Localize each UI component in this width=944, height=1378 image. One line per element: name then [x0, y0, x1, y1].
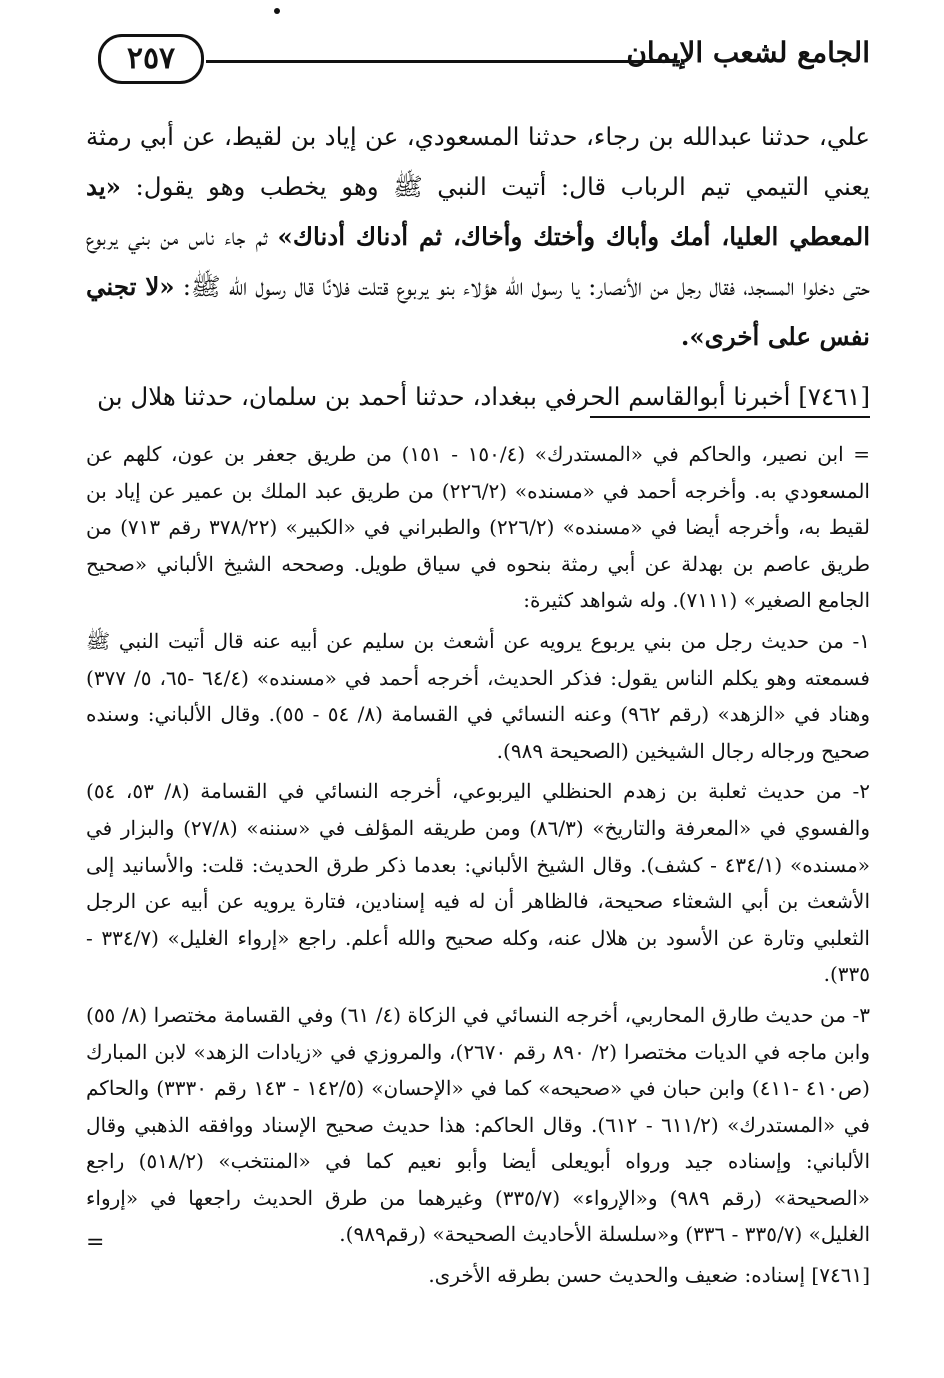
- footnote-paragraph: [٧٤٦١] إسناده: ضعيف والحديث حسن بطرقه الأخرى.: [428, 1263, 870, 1288]
- continuation-mark: =: [86, 1230, 105, 1255]
- main-text: [86, 112, 870, 422]
- text-run: ثم جاء ناس من بني يربوع حتى دخلوا المسجد، فقال رجل من الأنصار: يا رسول الله هؤلاء بنو يربوع قتلت فلانًا قال رسول الله ﷺ:: [86, 222, 870, 301]
- ink-dot: [274, 8, 280, 14]
- footnote-paragraph: ٣- من حديث طارق المحاربي، أخرجه النسائي في الزكاة (٤/ ٦١) وفي القسامة مختصرا (٨/ ٥٥) وابن ماجه في الديات مختصرا (٢/ ٨٩٠ رقم ٢٦٧٠)، والمروزي في «زيادات الزهد» لابن المبارك (ص٤١٠ -٤١١) وابن حبان في «صحيحه» كما في «الإحسان» (١٤٢/٥ - ١٤٣ رقم ٣٣٣٠) والحاكم في «المستدرك» (٦١١/٢ - ٦١٢). وقال الحاكم: هذا حديث صحيح الإسناد ووافقه الذهبي وقال الألباني: وإسناده جيد ورواه أبويعلى أيضا وأبو نعيم كما في «المنتخب» (٥١٨/٢) راجع «الصحيحة» (رقم ٩٨٩) و«الإرواء» (٣٣٥/٧) وغيرهما من طرق الحديث راجعها في «إرواء الغليل» (٣٣٥/٧ - ٣٣٦) و«سلسلة الأحاديث الصحيحة» (رقم٩٨٩).: [86, 1002, 870, 1247]
- running-title: الجامع لشعب الإيمان: [626, 36, 870, 69]
- text-run: علي، حدثنا عبدالله بن رجاء، حدثنا المسعودي، عن إياد بن لقيط، عن أبي رمثة يعني التيمي تيم الرباب قال: أتيت النبي ﷺ وهو يخطب وهو يقول:: [86, 122, 870, 201]
- footnote-paragraph: = ابن نصير، والحاكم في «المستدرك» (١٥٠/٤ - ١٥١) من طريق جعفر بن عون، كلهم عن المسعودي به. وأخرجه أحمد في «مسنده» (٢٢٦/٢) من طريق عبد الملك بن عمير عن إياد بن لقيط به، وأخرجه أيضا في «مسنده» (٢٢٦/٢) والطبراني في «الكبير» (٣٧٨/٢٢ رقم ٧١٣) من طريق عاصم بن بهدلة عن أبي رمثة بنحوه في سياق طويل. وصححه الشيخ الألباني «صحيح الجامع الصغير» (٧١١١). وله شواهد كثيرة:: [86, 442, 870, 613]
- footnotes: [86, 436, 870, 1294]
- header-rule: [206, 60, 680, 63]
- main-paragraph: [86, 112, 870, 362]
- page-header: [80, 30, 870, 92]
- footnote-paragraph: ١- من حديث رجل من بني يربوع يرويه عن أشعث بن سليم عن أبيه عنه قال أتيت النبي ﷺ فسمعته وهو يكلم الناس يقول: فذكر الحديث، أخرجه أحمد في «مسنده» (٦٤/٤ -٦٥، ٥/ ٣٧٧) وهناد في «الزهد» (رقم ٩٦٢) وعنه النسائي في القسامة (٨/ ٥٤ - ٥٥). وقال الألباني: وسنده صحيح ورجاله رجال الشيخين (الصحيحة ٩٨٩).: [86, 628, 871, 763]
- hadith-quote: «لا تجني نفس على أخرى».: [86, 272, 870, 351]
- footnote-paragraph: ٢- من حديث ثعلبة بن زهدم الحنظلي اليربوعي، أخرجه النسائي في القسامة (٨/ ٥٣، ٥٤) والفسوي في «المعرفة والتاريخ» (٨٦/٣) ومن طريقه المؤلف في «سننه» (٢٧/٨) والبزار في «مسنده» (٤٣٤/١ - كشف). وقال الشيخ الألباني: بعدما ذكر طرق الحديث: قلت: والأسانيد إلى الأشعث بن أبي الشعثاء صحيحة، فالظاهر أن له فيه إسنادين، فتارة يرويه عن أبيه عن الرجل الثعلبي وتارة عن الأسود بن هلال عنه، وكله صحيح والله أعلم. راجع «إرواء الغليل» (٣٣٤/٧ - ٣٣٥).: [86, 779, 870, 987]
- text-run: [٧٤٦١] أخبرنا أبوالقاسم الحرفي ببغداد، حدثنا أحمد بن سلمان، حدثنا هلال بن: [97, 382, 870, 411]
- footnote-separator: [590, 416, 870, 418]
- page-number: ٢٥٧: [98, 34, 204, 84]
- main-paragraph: [86, 372, 870, 422]
- hadith-quote: «يد المعطي العليا، أمك وأباك وأختك وأخاك، ثم أدناك أدناك»: [86, 172, 870, 251]
